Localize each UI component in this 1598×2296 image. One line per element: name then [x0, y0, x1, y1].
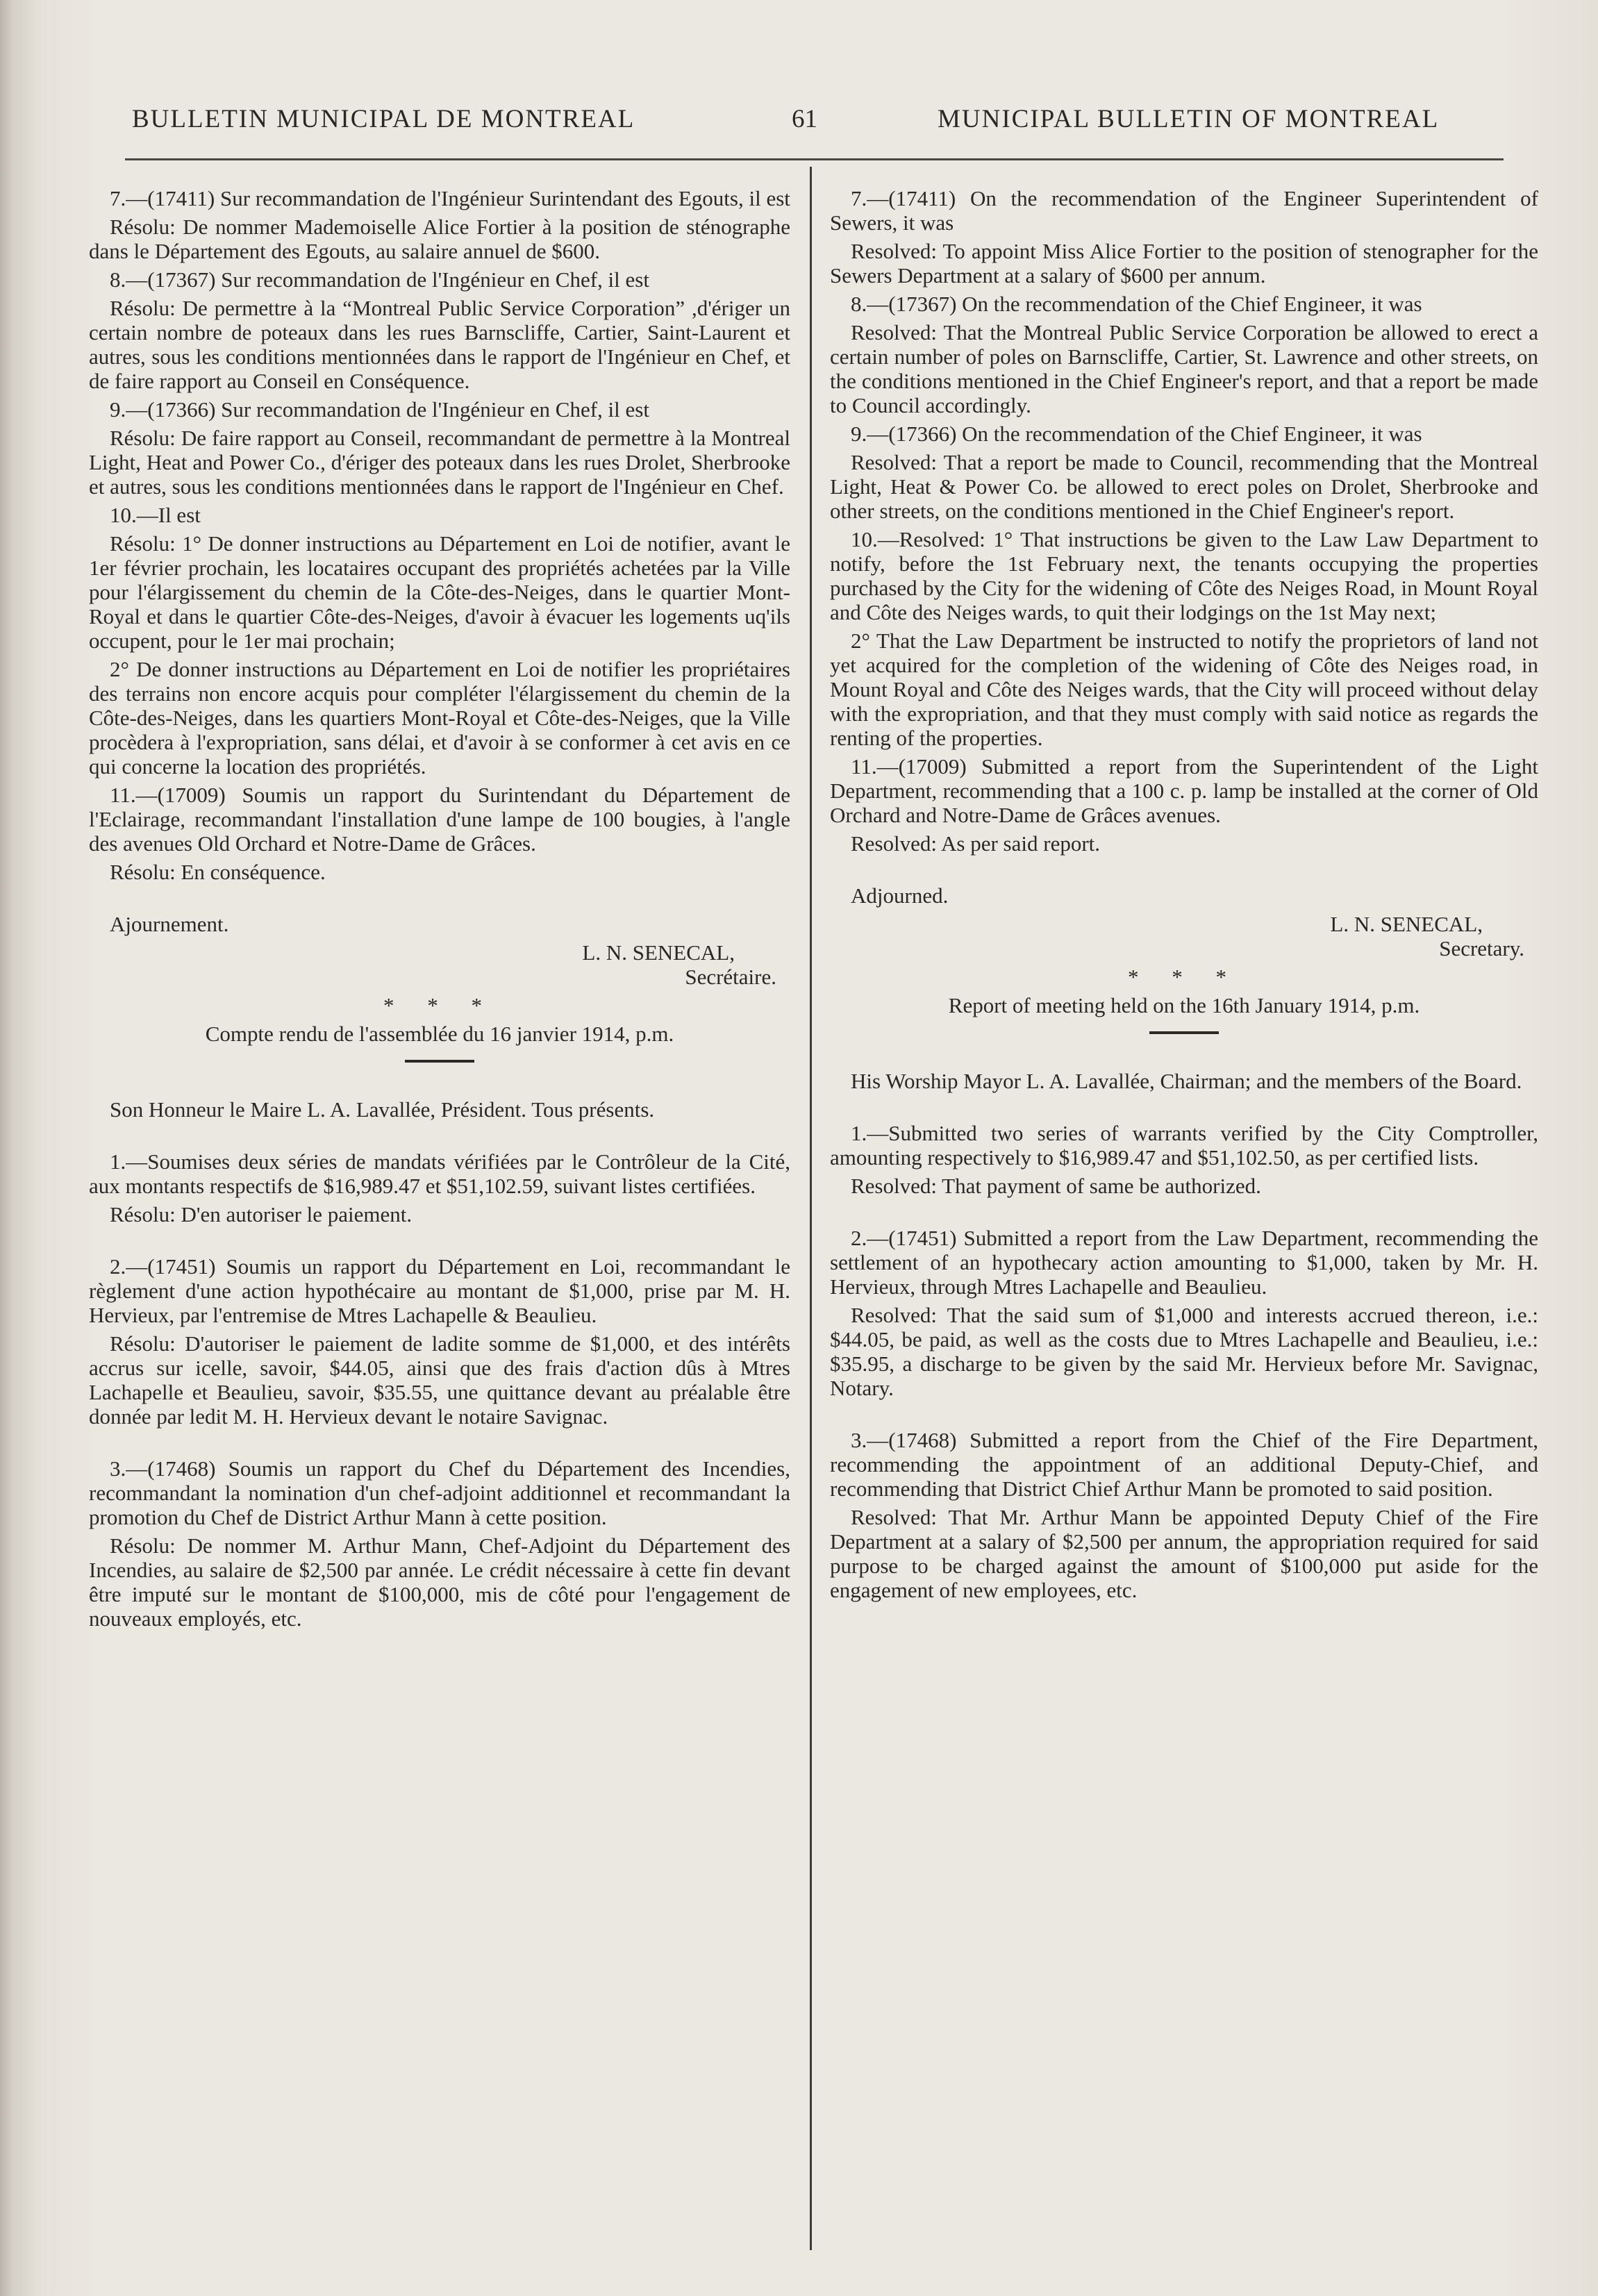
- section-separator: * * *: [1128, 965, 1240, 989]
- signature-english: [830, 912, 1538, 960]
- resolution-11-english: Resolved: As per said report.: [851, 831, 1101, 856]
- signature-name: L. N. SENECAL,: [582, 940, 735, 965]
- resolution-10a-french: Résolu: 1° De donner instructions au Département en Loi de notifier, avant le 1er février prochain, les locataires occupant des propriétés achetées par la Ville pour l'élargissement du chemin de la Côte-des-Neiges, dans le quartier Mont-Royal et dans le quartier Côte-des-Neiges, d'avoir à évacuer les logements uq'ils occupent, pour le 1er mai prochain;: [89, 531, 790, 653]
- item-1-english: 1.—Submitted two series of warrants verified by the City Comptroller, amounting respectively to $16,989.47 and $51,102.50, as per certified lists.: [830, 1121, 1538, 1170]
- item-1-french: 1.—Soumises deux séries de mandats vérifiées par le Contrôleur de la Cité, aux montants respectifs de $16,989.47 et $51,102.59, suivant listes certifiées.: [89, 1149, 790, 1198]
- item-8-english: 8.—(17367) On the recommendation of the Chief Engineer, it was: [851, 292, 1422, 316]
- header-rule: [125, 158, 1504, 160]
- resolution-9-english: Resolved: That a report be made to Council, recommending that the Montreal Light, Heat & Power Co. be allowed to erect poles on Drolet, Sherbrooke and other streets, on the conditions mentioned in the Chief Engineer's report.: [830, 450, 1538, 523]
- signature-name: L. N. SENECAL,: [1330, 912, 1483, 936]
- short-rule: [1149, 1031, 1219, 1034]
- item-7-french: 7.—(17411) Sur recommandation de l'Ingénieur Surintendant des Egouts, il est: [110, 186, 790, 210]
- resolution-2-french: Résolu: D'autoriser le paiement de ladite somme de $1,000, et des intérêts accrus sur icelle, savoir, $44.05, ainsi que des frais d'action dûs à Mtres Lachapelle et Beaulieu, savoir, $35.55, une quittance devant au préalable être donnée par ledit M. H. Hervieux devant le notaire Savignac.: [89, 1331, 790, 1429]
- signature-french: [89, 940, 790, 989]
- item-2-english: 2.—(17451) Submitted a report from the Law Department, recommending the settlement of an hypothecary action amounting to $1,000, taken by Mr. H. Hervieux, through Mtres Lachapelle and Beaulieu.: [830, 1226, 1538, 1299]
- adjournment-french: Ajournement.: [110, 912, 229, 936]
- item-7-english: 7.—(17411) On the recommendation of the Engineer Superintendent of Sewers, it was: [830, 186, 1538, 235]
- resolution-2-english: Resolved: That the said sum of $1,000 and interests accrued thereon, i.e.: $44.05, be paid, as well as the costs due to Mtres Lachapelle and Beaulieu, i.e.: $35.95, a discharge to be given by the said Mr. Hervieux before Mr. Savignac, Notary.: [830, 1303, 1538, 1400]
- item-9-english: 9.—(17366) On the recommendation of the Chief Engineer, it was: [851, 422, 1422, 446]
- column-divider: [810, 167, 812, 2250]
- item-9-french: 9.—(17366) Sur recommandation de l'Ingénieur en Chef, il est: [110, 397, 649, 422]
- short-rule: [405, 1060, 474, 1063]
- attendance-english: His Worship Mayor L. A. Lavallée, Chairman; and the members of the Board.: [851, 1069, 1522, 1093]
- resolution-11-french: Résolu: En conséquence.: [110, 860, 326, 884]
- resolution-7-english: Resolved: To appoint Miss Alice Fortier to the position of stenographer for the Sewers Department at a salary of $600 per annum.: [830, 239, 1538, 288]
- resolution-7-french: Résolu: De nommer Mademoiselle Alice Fortier à la position de sténographe dans le Département des Egouts, au salaire annuel de $600.: [89, 215, 790, 263]
- page-number: 61: [792, 105, 817, 133]
- resolution-1-french: Résolu: D'en autoriser le paiement.: [110, 1202, 413, 1226]
- item-3-english: 3.—(17468) Submitted a report from the Chief of the Fire Department, recommending the appointment of an additional Deputy-Chief, and recommending that District Chief Arthur Mann be promoted to said position.: [830, 1428, 1538, 1501]
- english-column: [830, 186, 1538, 1606]
- header-title-english: MUNICIPAL BULLETIN OF MONTREAL: [938, 105, 1440, 133]
- signature-role: Secretary.: [1439, 936, 1524, 960]
- resolution-1-english: Resolved: That payment of same be authorized.: [851, 1174, 1261, 1198]
- report-title-english: Report of meeting held on the 16th January 1914, p.m.: [948, 993, 1420, 1017]
- report-title-french: Compte rendu de l'assemblée du 16 janvier 1914, p.m.: [205, 1022, 674, 1046]
- item-11-english: 11.—(17009) Submitted a report from the Superintendent of the Light Department, recommending that a 100 c. p. lamp be installed at the corner of Old Orchard and Notre-Dame de Grâces avenues.: [830, 754, 1538, 827]
- adjournment-english: Adjourned.: [851, 883, 949, 908]
- item-11-french: 11.—(17009) Soumis un rapport du Surintendant du Département de l'Eclairage, recommandant l'installation d'une lampe de 100 bougies, à l'angle des avenues Old Orchard et Notre-Dame de Grâces.: [89, 783, 790, 856]
- attendance-french: Son Honneur le Maire L. A. Lavallée, Président. Tous présents.: [110, 1097, 655, 1122]
- item-8-french: 8.—(17367) Sur recommandation de l'Ingénieur en Chef, il est: [110, 267, 649, 292]
- resolution-3-french: Résolu: De nommer M. Arthur Mann, Chef-Adjoint du Département des Incendies, au salaire de $2,500 par année. Le crédit nécessaire à cette fin devant être imputé sur le montant de $100,000, mis de côté pour l'engagement de nouveaux employés, etc.: [89, 1533, 790, 1631]
- item-2-french: 2.—(17451) Soumis un rapport du Département en Loi, recommandant le règlement d'une action hypothécaire au montant de $1,000, prise par M. H. Hervieux, par l'entremise de Mtres Lachapelle & Beaulieu.: [89, 1254, 790, 1327]
- resolution-10b-french: 2° De donner instructions au Département en Loi de notifier les propriétaires des terrains non encore acquis pour compléter l'élargissement du chemin de la Côte-des-Neiges, dans les quartiers Mont-Royal et Côte-des-Neiges, que la Ville procèdera à l'expropriation, sans délai, et d'avoir à se conformer à cet avis en ce qui concerne la location des propriétés.: [89, 657, 790, 779]
- resolution-8-french: Résolu: De permettre à la “Montreal Public Service Corporation” ,d'ériger un certain nombre de poteaux dans les rues Barnscliffe, Cartier, Saint-Laurent et autres, sous les conditions mentionnées dans le rapport de l'Ingénieur en Chef, et de faire rapport au Conseil en Conséquence.: [89, 296, 790, 393]
- signature-role: Secrétaire.: [685, 965, 776, 989]
- item-10-french: 10.—Il est: [110, 503, 201, 527]
- resolution-10a-english: 10.—Resolved: 1° That instructions be given to the Law Law Department to notify, before the 1st February next, the tenants occupying the properties purchased by the City for the widening of Côte des Neiges Road, in Mount Royal and Côte des Neiges wards, to quit their lodgings on the 1st May next;: [830, 527, 1538, 624]
- resolution-8-english: Resolved: That the Montreal Public Service Corporation be allowed to erect a certain number of poles on Barnscliffe, Cartier, St. Lawrence and other streets, on the conditions mentioned in the Chief Engineer's report, and that a report be made to Council accordingly.: [830, 320, 1538, 417]
- resolution-9-french: Résolu: De faire rapport au Conseil, recommandant de permettre à la Montreal Light, Heat and Power Co., d'ériger des poteaux dans les rues Drolet, Sherbrooke et autres, sous les conditions mentionnées dans le rapport de l'Ingénieur en Chef.: [89, 426, 790, 499]
- item-3-french: 3.—(17468) Soumis un rapport du Chef du Département des Incendies, recommandant la nomination d'un chef-adjoint additionnel et recommandant la promotion du Chef de District Arthur Mann à cette position.: [89, 1456, 790, 1529]
- page-header: [0, 104, 1598, 146]
- resolution-3-english: Resolved: That Mr. Arthur Mann be appointed Deputy Chief of the Fire Department at a salary of $2,500 per annum, the appropriation required for said purpose to be charged against the amount of $100,000 put aside for the engagement of new employees, etc.: [830, 1505, 1538, 1602]
- section-separator: * * *: [383, 993, 496, 1017]
- header-title-french: BULLETIN MUNICIPAL DE MONTREAL: [132, 105, 635, 133]
- resolution-10b-english: 2° That the Law Department be instructed to notify the proprietors of land not yet acquired for the completion of the widening of Côte des Neiges road, in Mount Royal and Côte des Neiges wards, that the City will proceed without delay with the expropriation, and that they must comply with said notice as regards the renting of the properties.: [830, 629, 1538, 750]
- french-column: [89, 186, 790, 1635]
